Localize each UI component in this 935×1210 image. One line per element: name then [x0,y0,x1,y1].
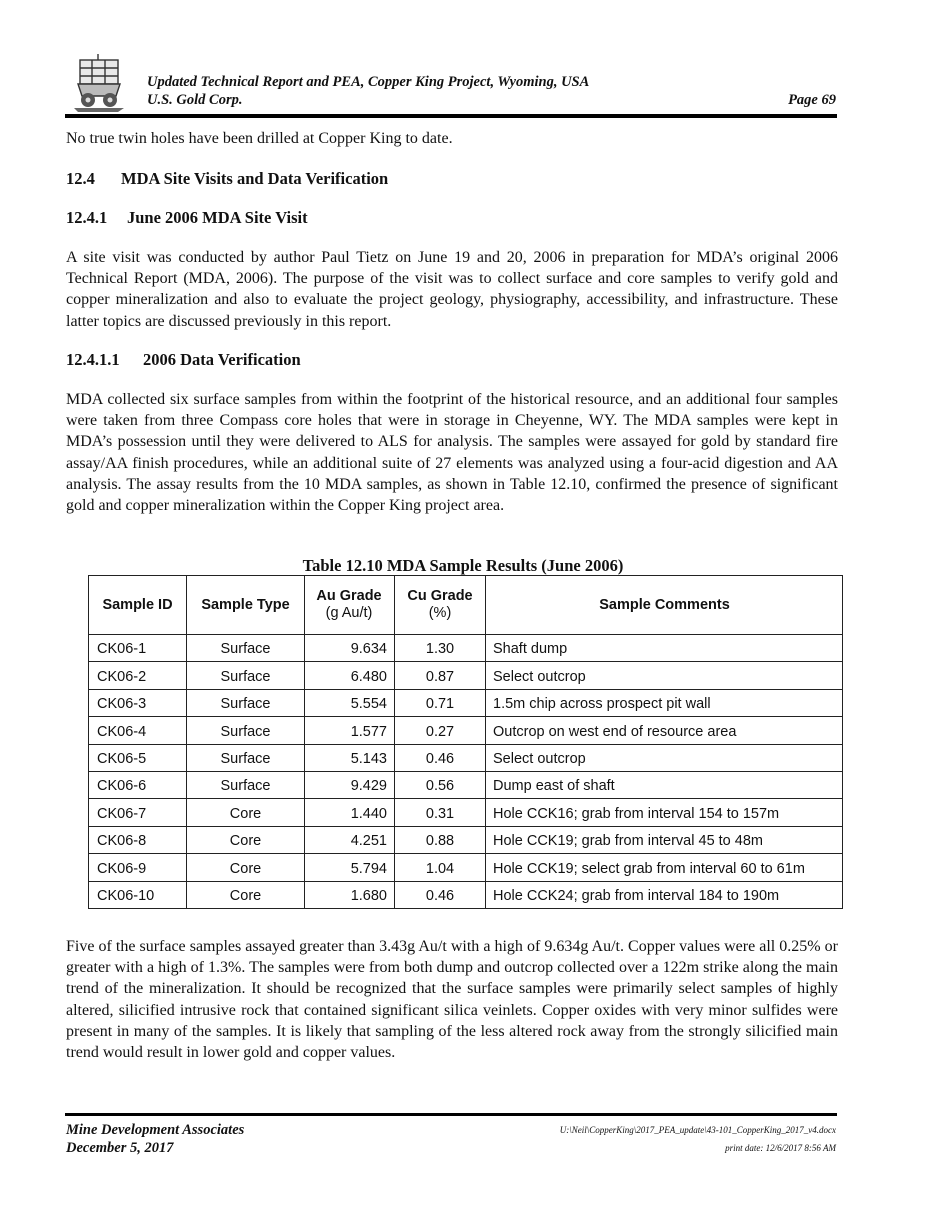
header-au-grade-line1: Au Grade [316,588,382,604]
header-sample-type: Sample Type [187,576,305,635]
cell-comment: Hole CCK19; grab from interval 45 to 48m [486,826,843,853]
table-header-row [89,576,843,635]
cell-comment: Outcrop on west end of resource area [486,717,843,744]
section-number: 12.4.1.1 [66,350,120,369]
cell-sample-id: CK06-9 [89,854,187,881]
footer-file-path: U:\Neil\CopperKing\2017_PEA_update\43-101_CopperKing_2017_v4.docx [559,1125,836,1135]
cell-sample-type: Surface [187,689,305,716]
cell-cu-grade: 1.30 [395,635,486,662]
cell-comment: Shaft dump [486,635,843,662]
cell-sample-id: CK06-6 [89,771,187,798]
cell-comment: Hole CCK19; select grab from interval 60 to 61m [486,854,843,881]
section-heading-12-4 [66,169,388,189]
footer-date: December 5, 2017 [66,1140,174,1156]
page-number: Page 69 [788,92,836,108]
cell-sample-type: Surface [187,662,305,689]
cell-au-grade: 1.680 [305,881,395,908]
conclusion-paragraph: Five of the surface samples assayed greater than 3.43g Au/t with a high of 9.634g Au/t. Copper values were all 0.25% or greater with a high of 1.3%. The samples were from both dump and outcrop collected over a 122m strike along the main trend of the mineralization. It should be recognized that the surface samples were primarily select samples of highly altered, silicified intrusive rock that contained significant silica veinlets. Copper oxides with very minor sulfides were present in many of the samples. It is likely that sampling of the less altered rock away from the strongly silicified main trend would result in lower gold and copper values. [66,938,838,1062]
cell-sample-type: Core [187,799,305,826]
cell-sample-id: CK06-8 [89,826,187,853]
cell-comment: Hole CCK24; grab from interval 184 to 190m [486,881,843,908]
cell-comment: Select outcrop [486,662,843,689]
cell-cu-grade: 0.27 [395,717,486,744]
cell-sample-type: Core [187,881,305,908]
company-name: U.S. Gold Corp. [147,92,243,108]
table-caption: Table 12.10 MDA Sample Results (June 2006) [302,556,624,575]
cell-au-grade: 5.554 [305,689,395,716]
header-cu-grade [395,576,486,635]
section-title: MDA Site Visits and Data Verification [121,169,389,188]
section-title: 2006 Data Verification [143,350,301,369]
table-row [89,717,843,744]
cell-au-grade: 5.143 [305,744,395,771]
table-row [89,881,843,908]
report-title: Updated Technical Report and PEA, Copper King Project, Wyoming, USA [147,74,590,90]
cell-sample-type: Core [187,826,305,853]
cell-au-grade: 1.440 [305,799,395,826]
table-row [89,662,843,689]
cell-sample-id: CK06-2 [89,662,187,689]
cell-cu-grade: 0.46 [395,881,486,908]
cell-comment: 1.5m chip across prospect pit wall [486,689,843,716]
cell-sample-id: CK06-4 [89,717,187,744]
cell-sample-type: Surface [187,771,305,798]
cell-au-grade: 4.251 [305,826,395,853]
sample-results-table [88,575,843,909]
cell-sample-id: CK06-10 [89,881,187,908]
table-row [89,744,843,771]
header-au-grade-line2: (g Au/t) [325,605,373,621]
cell-cu-grade: 0.31 [395,799,486,826]
cell-cu-grade: 1.04 [395,854,486,881]
section-number: 12.4.1 [66,208,108,227]
table-row [89,826,843,853]
cell-sample-type: Surface [187,744,305,771]
section-heading-12-4-1-1 [66,350,301,370]
cell-au-grade: 1.577 [305,717,395,744]
cell-comment: Hole CCK16; grab from interval 154 to 157m [486,799,843,826]
footer-print-date: print date: 12/6/2017 8:56 AM [725,1143,836,1153]
cell-au-grade: 9.429 [305,771,395,798]
table-row [89,799,843,826]
cell-sample-type: Surface [187,635,305,662]
cell-sample-id: CK06-3 [89,689,187,716]
site-visit-paragraph: A site visit was conducted by author Paul Tietz on June 19 and 20, 2006 in preparation for MDA’s original 2006 Technical Report (MDA, 2006). The purpose of the visit was to collect surface and core samples to verify gold and copper mineralization and also to evaluate the project geology, physiography, accessibility, and infrastructure. These latter topics are discussed previously in this report. [66,249,838,330]
footer-divider [65,1113,837,1116]
cell-cu-grade: 0.88 [395,826,486,853]
cell-cu-grade: 0.87 [395,662,486,689]
cell-au-grade: 5.794 [305,854,395,881]
cell-cu-grade: 0.71 [395,689,486,716]
section-number: 12.4 [66,169,95,188]
cell-au-grade: 6.480 [305,662,395,689]
cell-cu-grade: 0.56 [395,771,486,798]
header-divider [65,114,837,118]
table-row [89,635,843,662]
table-row [89,689,843,716]
footer-organization: Mine Development Associates [66,1122,245,1138]
cell-comment: Select outcrop [486,744,843,771]
cell-sample-id: CK06-5 [89,744,187,771]
header-cu-grade-line1: Cu Grade [407,588,473,604]
data-verification-paragraph: MDA collected six surface samples from within the footprint of the historical resource, and an additional four samples were taken from three Compass core holes that were in storage in Cheyenne, WY. The MDA samples were kept in MDA’s possession until they were delivered to ALS for analysis. The samples were assayed for gold by standard fire assay/AA finish procedures, while an additional suite of 27 elements was analyzed using a four-acid digestion and AA analysis. The assay results from the 10 MDA samples, as shown in Table 12.10, confirmed the presence of significant gold and copper mineralization within the Copper King project area. [66,391,838,515]
header-cu-grade-line2: (%) [428,605,452,621]
table-row [89,854,843,881]
header-au-grade [305,576,395,635]
header-sample-id: Sample ID [89,576,187,635]
table-row [89,771,843,798]
section-title: June 2006 MDA Site Visit [127,208,308,227]
intro-paragraph: No true twin holes have been drilled at Copper King to date. [66,130,453,147]
cell-sample-type: Core [187,854,305,881]
mining-cart-logo-icon [68,52,130,114]
cell-sample-id: CK06-7 [89,799,187,826]
cell-sample-type: Surface [187,717,305,744]
cell-sample-id: CK06-1 [89,635,187,662]
cell-au-grade: 9.634 [305,635,395,662]
cell-cu-grade: 0.46 [395,744,486,771]
header-comments: Sample Comments [486,576,843,635]
cell-comment: Dump east of shaft [486,771,843,798]
section-heading-12-4-1 [66,208,308,228]
